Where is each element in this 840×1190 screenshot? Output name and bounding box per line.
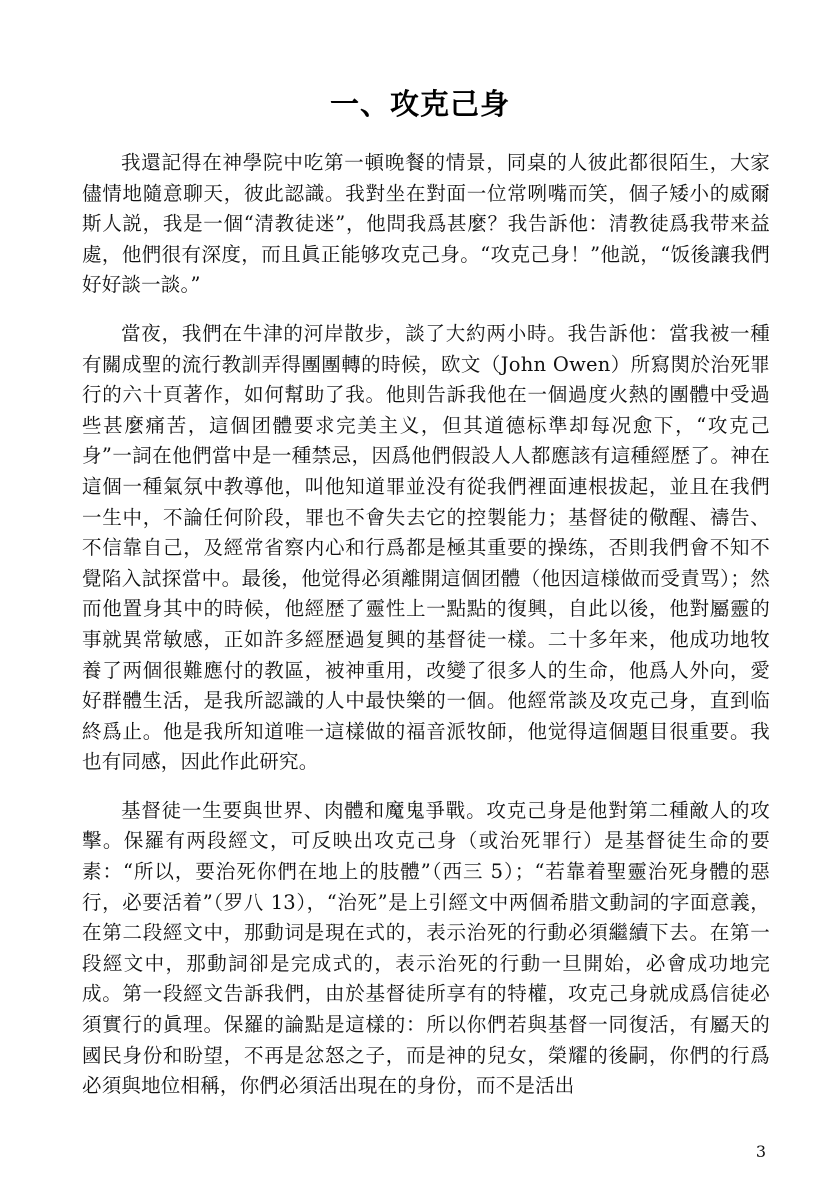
body-text [82, 148, 770, 1120]
paragraph-2: 當夜，我們在牛津的河岸散步，談了大約两小時。我告訴他：當我被一種有關成聖的流行教訓弄得團團轉的時候，欧文（John Owen）所寫関於治死罪行的六十頁著作，如何幫助了我。他則告訴我他在一個過度火熱的團體中受過些甚麼痛苦，這個团體要求完美主义，但其道德标準却每况愈下，“攻克己身”一詞在他們當中是一種禁忌，因爲他們假設人人都應該有這種經歴了。神在這個一種氣氛中教導他，叫他知道罪並没有從我們裡面連根拔起，並且在我們一生中，不論任何阶段，罪也不會失去它的控製能力；基督徒的儆醒、禱告、不信靠自己，及經常省察内心和行爲都是極其重要的操练，否則我們會不知不覺陷入試探當中。最後，他觉得必須離開這個团體（他因這様做而受責骂）；然而他置身其中的時候，他經歴了靈性上一點點的復興，自此以後，他對屬靈的事就異常敏感，正如許多經歴過复興的基督徒一樣。二十多年来，他成功地牧養了两個很難應付的教區，被神重用，改變了很多人的生命，他爲人外向，愛好群體生活，是我所認識的人中最快樂的一個。他經常談及攻克己身，直到临終爲止。他是我所知道唯一這樣做的福音派牧師，他觉得這個題目很重要。我也有同感，因此作此研究。 [82, 321, 770, 774]
paragraph-3: 基督徒一生要與世界、肉體和魔鬼爭戰。攻克己身是他對第二種敵人的攻擊。保羅有两段經文，可反映出攻克己身（或治死罪行）是基督徒生命的要素：“所以，要治死你們在地上的肢體”（西三 5）；“若靠着聖靈治死身體的惡行，必要活着”（罗八 13），“治死”是上引經文中两個希腊文動詞的字面意義，在第二段經文中，那動词是現在式的，表示治死的行動必須繼續下去。在第一段經文中，那動詞卻是完成式的，表示治死的行動一旦開始，必會成功地完成。第一段經文告訴我們，由於基督徒所享有的特權，攻克己身就成爲信徒必須實行的眞理。保羅的論點是這樣的：所以你們若與基督一同復活，有屬天的國民身份和盼望，不再是忿怒之子，而是神的兒女，榮耀的後嗣，你們的行爲必須與地位相稱，你們必須活出現在的身份，而不是活出 [82, 798, 770, 1098]
chapter-title: 一、攻克己身 [329, 87, 510, 121]
page-number: 3 [755, 1142, 766, 1161]
paragraph-1: 我還記得在神學院中吃第一頓晚餐的情景，同桌的人彼此都很陌生，大家儘情地隨意聊天，彼此認識。我對坐在對面一位常咧嘴而笑，個子矮小的威爾斯人説，我是一個“清教徒迷”，他問我爲甚麼？我告訴他：清教徒爲我带来益處，他們很有深度，而且眞正能够攻克己身。“攻克己身！”他説，“饭後讓我們好好談一談。” [82, 151, 770, 297]
